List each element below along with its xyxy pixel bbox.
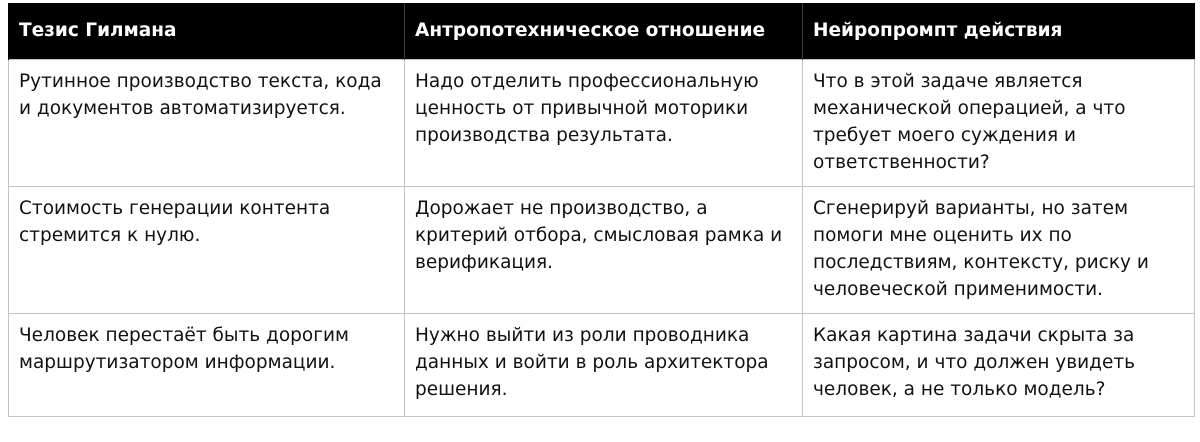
header-anthropotechnical-relation: Антропотехническое отношение	[405, 3, 803, 59]
table-container	[8, 3, 1194, 417]
table-header	[9, 3, 1195, 59]
table-row	[9, 59, 1195, 186]
table-body	[9, 59, 1195, 416]
cell-thesis: Человек перестаёт быть дорогим маршрутизатором информации.	[9, 313, 405, 416]
cell-relation: Дорожает не производство, а критерий отбора, смысловая рамка и верификация.	[405, 186, 803, 313]
cell-relation: Надо отделить профессиональную ценность от привычной моторики производства результата.	[405, 59, 803, 186]
cell-prompt: Какая картина задачи скрыта за запросом, и что должен увидеть человек, а не только модель?	[803, 313, 1195, 416]
header-action-neuroprompt: Нейропромпт действия	[803, 3, 1195, 59]
cell-prompt: Сгенерируй варианты, но затем помоги мне оценить их по последствиям, контексту, риску и человеческой применимости.	[803, 186, 1195, 313]
table-row	[9, 186, 1195, 313]
table-row	[9, 313, 1195, 416]
cell-thesis: Стоимость генерации контента стремится к нулю.	[9, 186, 405, 313]
comparison-table	[8, 3, 1195, 417]
cell-thesis: Рутинное производство текста, кода и документов автоматизируется.	[9, 59, 405, 186]
header-gilman-thesis: Тезис Гилмана	[9, 3, 405, 59]
header-row	[9, 3, 1195, 59]
cell-relation: Нужно выйти из роли проводника данных и войти в роль архитектора решения.	[405, 313, 803, 416]
cell-prompt: Что в этой задаче является механической операцией, а что требует моего суждения и ответственности?	[803, 59, 1195, 186]
